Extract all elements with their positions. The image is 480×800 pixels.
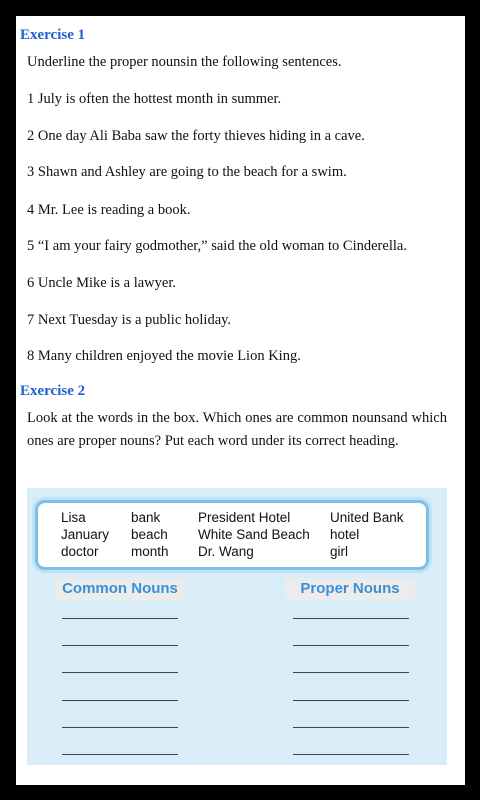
proper-answer-blank[interactable] [293, 645, 409, 646]
sentence-4: 4 Mr. Lee is reading a book. [27, 202, 191, 218]
sentence-7: 7 Next Tuesday is a public holiday. [27, 312, 232, 328]
sentence-8: 8 Many children enjoyed the movie Lion King. [27, 348, 301, 364]
sentence-1: 1 July is often the hottest month in summer. [27, 91, 282, 107]
word: doctor [61, 544, 99, 559]
exercise-1-instruction: Underline the proper nounsin the following sentences. [27, 54, 342, 70]
exercise-2-title: Exercise 2 [20, 383, 86, 399]
word: President Hotel [198, 510, 291, 525]
word: girl [330, 544, 349, 559]
word: United Bank [330, 510, 404, 525]
proper-answer-blank[interactable] [293, 700, 409, 701]
sentence-3: 3 Shawn and Ashley are going to the beach for a swim. [27, 164, 347, 180]
proper-answer-blank[interactable] [293, 618, 409, 619]
exercise-1-title: Exercise 1 [20, 27, 86, 43]
proper-answer-blank[interactable] [293, 672, 409, 673]
worksheet-page [16, 16, 465, 785]
common-nouns-heading: Common Nouns [55, 578, 185, 600]
proper-answer-blank[interactable] [293, 727, 409, 728]
common-answer-blank[interactable] [62, 754, 178, 755]
word: January [61, 527, 110, 542]
word: hotel [330, 527, 360, 542]
common-answer-blank[interactable] [62, 672, 178, 673]
word: White Sand Beach [198, 527, 310, 542]
word-box [35, 500, 429, 570]
common-answer-blank[interactable] [62, 700, 178, 701]
proper-answer-blank[interactable] [293, 754, 409, 755]
exercise-2-instruction: Look at the words in the box. Which ones are common nounsand which ones are proper nouns? Put each word under its correct heading. [27, 410, 447, 449]
common-answer-blank[interactable] [62, 618, 178, 619]
word: Dr. Wang [198, 544, 254, 559]
word: beach [131, 527, 168, 542]
proper-nouns-heading: Proper Nouns [285, 578, 415, 600]
sentence-5: 5 “I am your fairy godmother,” said the old woman to Cinderella. [27, 238, 407, 254]
common-answer-blank[interactable] [62, 727, 178, 728]
word: bank [131, 510, 161, 525]
sentence-6: 6 Uncle Mike is a lawyer. [27, 275, 176, 291]
common-answer-blank[interactable] [62, 645, 178, 646]
word: month [131, 544, 169, 559]
sentence-2: 2 One day Ali Baba saw the forty thieves hiding in a cave. [27, 128, 365, 144]
exercise-2-panel [27, 488, 447, 765]
word: Lisa [61, 510, 86, 525]
